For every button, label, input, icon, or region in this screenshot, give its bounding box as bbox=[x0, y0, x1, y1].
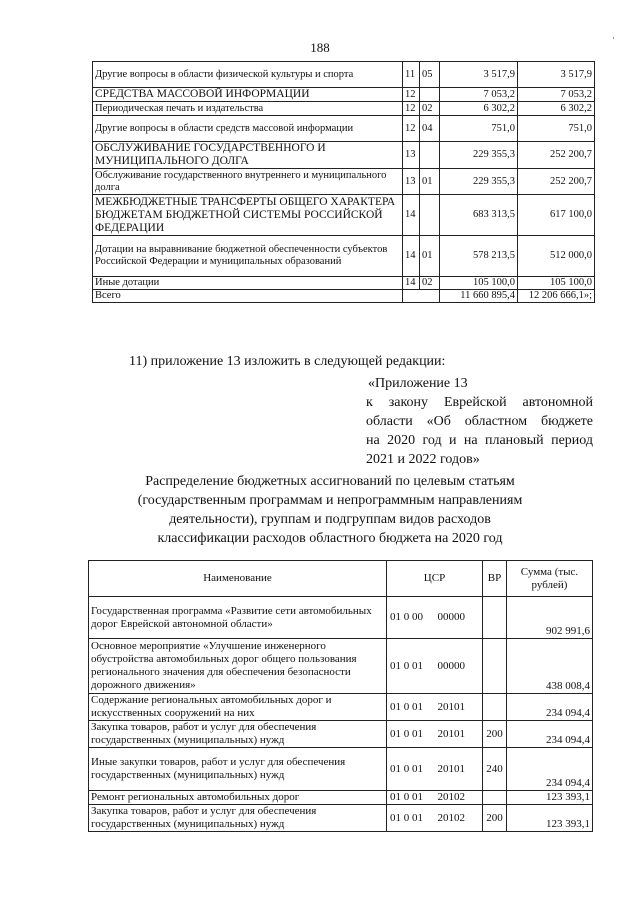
row-vr-code bbox=[483, 791, 507, 805]
row-subsection-code bbox=[420, 195, 440, 236]
row-amount-2021: 617 100,0 bbox=[518, 195, 595, 236]
appendix-header bbox=[366, 374, 593, 469]
row-amount-2021: 751,0 bbox=[518, 116, 595, 142]
row-amount-2020: 7 053,2 bbox=[440, 88, 518, 102]
header-name: Наименование bbox=[89, 561, 387, 597]
header-vr: ВР bbox=[483, 561, 507, 597]
row-csr-direction: 00000 bbox=[435, 639, 483, 694]
table2-row bbox=[89, 639, 593, 694]
row-vr-code bbox=[483, 639, 507, 694]
row-name: Дотации на выравнивание бюджетной обеспеченности субъектов Российской Федерации и муниципальных образований bbox=[93, 236, 403, 277]
appendix-header-line-3: области «Об областном бюджете bbox=[366, 414, 593, 429]
row-section-code: 12 bbox=[403, 88, 420, 102]
allocation-table bbox=[88, 560, 593, 832]
row-amount-2021: 105 100,0 bbox=[518, 277, 595, 290]
row-section-code: 13 bbox=[403, 169, 420, 195]
table2-row bbox=[89, 748, 593, 791]
row-csr-program: 01 0 01 bbox=[387, 694, 435, 721]
table2-body bbox=[89, 597, 593, 832]
row-name: Ремонт региональных автомобильных дорог bbox=[89, 791, 387, 805]
table2-row bbox=[89, 694, 593, 721]
row-sum: 123 393,1 bbox=[507, 791, 593, 805]
row-csr-direction: 00000 bbox=[435, 597, 483, 639]
row-sum: 123 393,1 bbox=[507, 805, 593, 832]
table1-total-row bbox=[93, 290, 595, 303]
row-csr-program: 01 0 00 bbox=[387, 597, 435, 639]
row-vr-code: 240 bbox=[483, 748, 507, 791]
row-section-code: 13 bbox=[403, 142, 420, 169]
row-name: МЕЖБЮДЖЕТНЫЕ ТРАНСФЕРТЫ ОБЩЕГО ХАРАКТЕРА БЮДЖЕТАМ БЮДЖЕТНОЙ СИСТЕМЫ РОССИЙСКОЙ ФЕДЕРАЦИИ bbox=[93, 195, 403, 236]
table1-row bbox=[93, 102, 595, 116]
row-subsection-code bbox=[420, 142, 440, 169]
table1-row bbox=[93, 88, 595, 102]
table2-row bbox=[89, 597, 593, 639]
table1-body bbox=[93, 62, 595, 303]
row-amount-2020: 3 517,9 bbox=[440, 62, 518, 88]
row-vr-code bbox=[483, 694, 507, 721]
row-vr-code bbox=[483, 597, 507, 639]
section-title-line-4: классификации расходов областного бюджета на 2020 год bbox=[157, 531, 503, 546]
row-name: Закупка товаров, работ и услуг для обеспечения государственных (муниципальных) нужд bbox=[89, 721, 387, 748]
row-csr-direction: 20101 bbox=[435, 721, 483, 748]
row-csr-direction: 20102 bbox=[435, 791, 483, 805]
table1-row bbox=[93, 169, 595, 195]
table2-row bbox=[89, 791, 593, 805]
row-amount-2020: 751,0 bbox=[440, 116, 518, 142]
row-amount-2021: 3 517,9 bbox=[518, 62, 595, 88]
appendix-header-line-1: «Приложение 13 bbox=[368, 376, 468, 391]
row-sum: 234 094,4 bbox=[507, 694, 593, 721]
row-name: Основное мероприятие «Улучшение инженерного обустройства автомобильных дорог общего пользования регионального значения для обеспечения безопасности дорожного движения» bbox=[89, 639, 387, 694]
table2-row bbox=[89, 805, 593, 832]
appendix-header-line-2: к закону Еврейской автономной bbox=[366, 395, 593, 410]
row-csr-program: 01 0 01 bbox=[387, 748, 435, 791]
row-amount-2020: 229 355,3 bbox=[440, 169, 518, 195]
row-subsection-code: 01 bbox=[420, 169, 440, 195]
row-sum: 234 094,4 bbox=[507, 721, 593, 748]
table1-row bbox=[93, 236, 595, 277]
row-amount-2020: 578 213,5 bbox=[440, 236, 518, 277]
row-amount-2020: 6 302,2 bbox=[440, 102, 518, 116]
page-number: 188 bbox=[310, 40, 330, 55]
row-sum: 234 094,4 bbox=[507, 748, 593, 791]
table1-row bbox=[93, 277, 595, 290]
row-name: Другие вопросы в области средств массовой информации bbox=[93, 116, 403, 142]
row-amount-2020: 683 313,5 bbox=[440, 195, 518, 236]
row-name: Закупка товаров, работ и услуг для обеспечения государственных (муниципальных) нужд bbox=[89, 805, 387, 832]
row-csr-program: 01 0 01 bbox=[387, 791, 435, 805]
row-section-code: 12 bbox=[403, 102, 420, 116]
table2-header-row bbox=[89, 561, 593, 597]
section-title-line-1: Распределение бюджетных ассигнований по целевым статьям bbox=[145, 474, 515, 489]
row-csr-program: 01 0 01 bbox=[387, 805, 435, 832]
table1-row bbox=[93, 62, 595, 88]
row-name: Содержание региональных автомобильных дорог и искусственных сооружений на них bbox=[89, 694, 387, 721]
appendix-header-line-4: на 2020 год и на плановый период bbox=[366, 433, 593, 448]
row-vr-code: 200 bbox=[483, 721, 507, 748]
row-subsection-code: 01 bbox=[420, 236, 440, 277]
row-section-code: 14 bbox=[403, 195, 420, 236]
section-title-line-3: деятельности), группам и подгруппам видов расходов bbox=[169, 512, 491, 527]
row-name: Иные закупки товаров, работ и услуг для обеспечения государственных (муниципальных) нужд bbox=[89, 748, 387, 791]
row-amount-2020: 105 100,0 bbox=[440, 277, 518, 290]
section-title-line-2: (государственным программам и непрограммным направлениям bbox=[137, 493, 523, 508]
header-sum: Сумма (тыс. рублей) bbox=[507, 561, 593, 597]
appendix-header-line-5: 2021 и 2022 годов» bbox=[366, 452, 480, 467]
table1-row bbox=[93, 116, 595, 142]
total-label: Всего bbox=[93, 290, 403, 303]
table1-row bbox=[93, 195, 595, 236]
row-amount-2021: 252 200,7 bbox=[518, 169, 595, 195]
row-section-code: 11 bbox=[403, 62, 420, 88]
row-amount-2021: 512 000,0 bbox=[518, 236, 595, 277]
section-title bbox=[110, 472, 550, 548]
header-csr: ЦСР bbox=[387, 561, 483, 597]
row-sum: 902 991,6 bbox=[507, 597, 593, 639]
row-amount-2021: 7 053,2 bbox=[518, 88, 595, 102]
row-csr-direction: 20102 bbox=[435, 805, 483, 832]
row-name: ОБСЛУЖИВАНИЕ ГОСУДАРСТВЕННОГО И МУНИЦИПАЛЬНОГО ДОЛГА bbox=[93, 142, 403, 169]
row-name: СРЕДСТВА МАССОВОЙ ИНФОРМАЦИИ bbox=[93, 88, 403, 102]
total-amount-2020: 11 660 895,4 bbox=[440, 290, 518, 303]
row-amount-2020: 229 355,3 bbox=[440, 142, 518, 169]
row-name: Иные дотации bbox=[93, 277, 403, 290]
row-subsection-code: 02 bbox=[420, 102, 440, 116]
row-name: Другие вопросы в области физической культуры и спорта bbox=[93, 62, 403, 88]
expenditure-table-continued bbox=[92, 61, 595, 303]
item-11-text: 11) приложение 13 изложить в следующей редакции: bbox=[129, 354, 446, 369]
total-amount-2021: 12 206 666,1»; bbox=[518, 290, 595, 303]
total-blank-cell bbox=[403, 290, 440, 303]
table1-row bbox=[93, 142, 595, 169]
row-amount-2021: 252 200,7 bbox=[518, 142, 595, 169]
row-subsection-code bbox=[420, 88, 440, 102]
row-name: Обслуживание государственного внутреннего и муниципального долга bbox=[93, 169, 403, 195]
row-amount-2021: 6 302,2 bbox=[518, 102, 595, 116]
row-subsection-code: 02 bbox=[420, 277, 440, 290]
row-name: Государственная программа «Развитие сети автомобильных дорог Еврейской автономной области» bbox=[89, 597, 387, 639]
row-sum: 438 008,4 bbox=[507, 639, 593, 694]
row-vr-code: 200 bbox=[483, 805, 507, 832]
row-section-code: 14 bbox=[403, 277, 420, 290]
row-subsection-code: 05 bbox=[420, 62, 440, 88]
row-section-code: 14 bbox=[403, 236, 420, 277]
row-csr-direction: 20101 bbox=[435, 694, 483, 721]
row-subsection-code: 04 bbox=[420, 116, 440, 142]
stray-mark: · bbox=[612, 33, 615, 43]
table2-row bbox=[89, 721, 593, 748]
row-name: Периодическая печать и издательства bbox=[93, 102, 403, 116]
row-csr-program: 01 0 01 bbox=[387, 721, 435, 748]
row-section-code: 12 bbox=[403, 116, 420, 142]
row-csr-program: 01 0 01 bbox=[387, 639, 435, 694]
row-csr-direction: 20101 bbox=[435, 748, 483, 791]
